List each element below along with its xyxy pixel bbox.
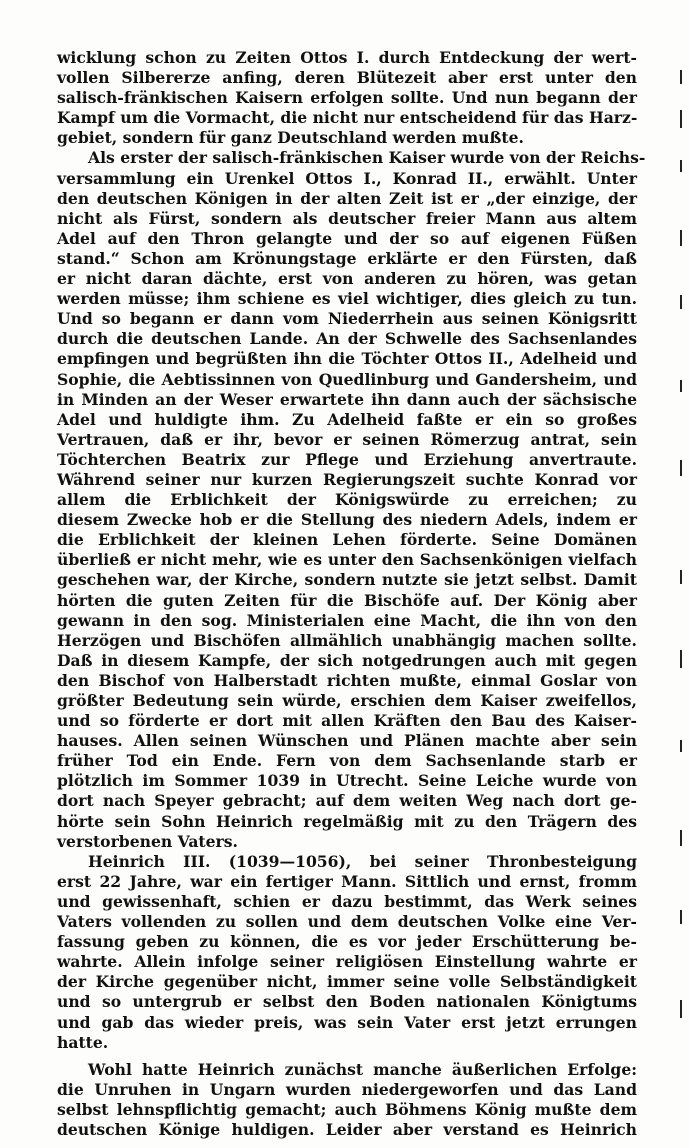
text-line: und gab das wieder preis, was sein Vater erst jetzt errungen <box>57 1012 637 1032</box>
right-edge-bleed-marks <box>678 50 686 1100</box>
margin-mark <box>680 110 682 128</box>
text-line: Daß in diesem Kampfe, der sich notgedrungen auch mit gegen <box>57 650 637 670</box>
text-line: wicklung schon zu Zeiten Ottos I. durch Entdeckung der wert- <box>57 48 637 67</box>
margin-mark <box>680 570 682 584</box>
text-line: Kampf um die Vormacht, die nicht nur entscheidend für das Harz- <box>57 108 638 128</box>
text-line: Vaters vollenden zu sollen und dem deutschen Volke eine Ver- <box>57 912 637 932</box>
text-line: versammlung ein Urenkel Ottos I., Konrad II., erwählt. Unter <box>57 168 637 188</box>
text-line: diesem Zwecke hob er die Stellung des niedern Adels, indem er <box>57 510 637 530</box>
text-line: Adel und huldigte ihm. Zu Adelheid faßte er ein so großes <box>57 409 637 429</box>
margin-mark <box>680 160 682 172</box>
text-line: den Bischof von Halberstadt richten mußte, einmal Goslar von <box>57 670 637 690</box>
margin-mark <box>680 70 682 84</box>
text-line: gewann in den sog. Ministerialen eine Macht, die ihn von den <box>57 610 637 630</box>
text-line: durch die deutschen Lande. An der Schwelle des Sachsenlandes <box>57 329 637 349</box>
text-line: werden müsse; ihm schiene es viel wichtiger, dies gleich zu tun. <box>57 289 637 309</box>
text-line: allem die Erblichkeit der Königswürde zu erreichen; zu <box>57 490 637 510</box>
text-line: er nicht daran dächte, erst von anderen zu hören, was getan <box>57 269 637 289</box>
text-line: empfingen und begrüßten ihn die Töchter Ottos II., Adelheid und <box>57 349 637 369</box>
paragraph-1 <box>57 48 637 148</box>
text-line: Vertrauen, daß er ihr, bevor er seinen Römerzug antrat, sein <box>57 429 637 449</box>
paragraph-4 <box>57 1060 637 1140</box>
text-line: nicht als Fürst, sondern als deutscher freier Mann aus altem <box>57 208 637 228</box>
text-line: gebiet, sondern für ganz Deutschland werden mußte. <box>57 128 524 148</box>
text-line: der Kirche gegenüber nicht, immer seine volle Selbständigkeit <box>57 972 637 992</box>
text-line: vollen Silbererze anfing, deren Blütezeit aber erst unter den <box>57 68 637 88</box>
text-line: früher Tod ein Ende. Fern von dem Sachsenlande starb er <box>57 751 637 771</box>
text-line: Töchterchen Beatrix zur Pflege und Erziehung anvertraute. <box>57 449 637 469</box>
margin-mark <box>680 830 682 846</box>
page-text <box>57 48 646 1140</box>
text-line: Adel auf den Thron gelangte und der so auf eigenen Füßen <box>57 228 637 248</box>
text-line: überließ er nicht mehr, wie es unter den Sachsenkönigen vielfach <box>57 550 637 570</box>
margin-mark <box>680 380 682 392</box>
text-line: Wohl hatte Heinrich zunächst manche äußerlichen Erfolge: <box>88 1059 637 1079</box>
text-line: Und so begann er dann vom Niederrhein aus seinen Königsritt <box>57 309 637 329</box>
text-line: salisch-fränkischen Kaisern erfolgen sollte. Und nun begann der <box>57 88 637 108</box>
paragraph-gap <box>57 1053 637 1060</box>
text-line: plötzlich im Sommer 1039 in Utrecht. Seine Leiche wurde von <box>57 771 637 791</box>
text-line: Heinrich III. (1039—1056), bei seiner Thronbesteigung <box>88 851 637 871</box>
text-line: den deutschen Königen in der alten Zeit ist er „der einzige, der <box>57 188 637 208</box>
text-line: selbst lehnspflichtig gemacht; auch Böhmens König mußte dem <box>57 1099 637 1119</box>
text-line: wahrte. Allein infolge seiner religiösen Einstellung wahrte er <box>57 952 637 972</box>
margin-mark <box>680 740 682 752</box>
text-line: Als erster der salisch-fränkischen Kaiser wurde von der Reichs- <box>88 148 646 168</box>
margin-mark <box>680 1000 682 1018</box>
text-line: die Erblichkeit der kleinen Lehen förderte. Seine Domänen <box>57 530 637 550</box>
text-line: erst 22 Jahre, war ein fertiger Mann. Sittlich und ernst, fromm <box>57 871 637 891</box>
text-line: hörte sein Sohn Heinrich regelmäßig mit zu den Trägern des <box>57 811 637 831</box>
text-line: in Minden an der Weser erwartete ihn dann auch der sächsische <box>57 389 637 409</box>
margin-mark <box>680 910 682 924</box>
margin-mark <box>680 230 682 246</box>
text-line: und gewissenhaft, schien er dazu bestimmt, das Werk seines <box>57 891 637 911</box>
text-line: Herzögen und Bischöfen allmählich unabhängig machen sollte. <box>57 630 637 650</box>
text-line: Während seiner nur kurzen Regierungszeit suchte Konrad vor <box>57 469 637 489</box>
text-line: stand.“ Schon am Krönungstage erklärte er den Fürsten, daß <box>57 248 637 268</box>
text-line: hauses. Allen seinen Wünschen und Plänen machte aber sein <box>57 731 637 751</box>
margin-mark <box>680 460 682 476</box>
text-line: verstorbenen Vaters. <box>57 831 238 851</box>
text-line: und so förderte er dort mit allen Kräften den Bau des Kaiser- <box>57 711 637 731</box>
text-line: Sophie, die Aebtissinnen von Quedlinburg und Gandersheim, und <box>57 369 637 389</box>
text-line: dort nach Speyer gebracht; auf dem weiten Weg nach dort ge- <box>57 791 637 811</box>
text-line: hatte. <box>57 1032 109 1052</box>
paragraph-3 <box>57 852 637 1053</box>
text-line: die Unruhen in Ungarn wurden niedergeworfen und das Land <box>57 1079 637 1099</box>
text-line: hörten die guten Zeiten für die Bischöfe auf. Der König aber <box>57 590 637 610</box>
text-line: deutschen Könige huldigen. Leider aber verstand es Heinrich <box>57 1119 637 1139</box>
text-line: und so untergrub er selbst den Boden nationalen Königtums <box>57 992 637 1012</box>
text-line: größter Bedeutung sein würde, erschien dem Kaiser zweifellos, <box>57 691 637 710</box>
paragraph-2 <box>57 148 646 851</box>
text-line: fassung geben zu können, die es vor jeder Erschütterung be- <box>57 932 637 952</box>
margin-mark <box>680 295 682 309</box>
margin-mark <box>680 650 682 668</box>
text-line: geschehen war, der Kirche, sondern nutzte sie jetzt selbst. Damit <box>57 570 637 590</box>
